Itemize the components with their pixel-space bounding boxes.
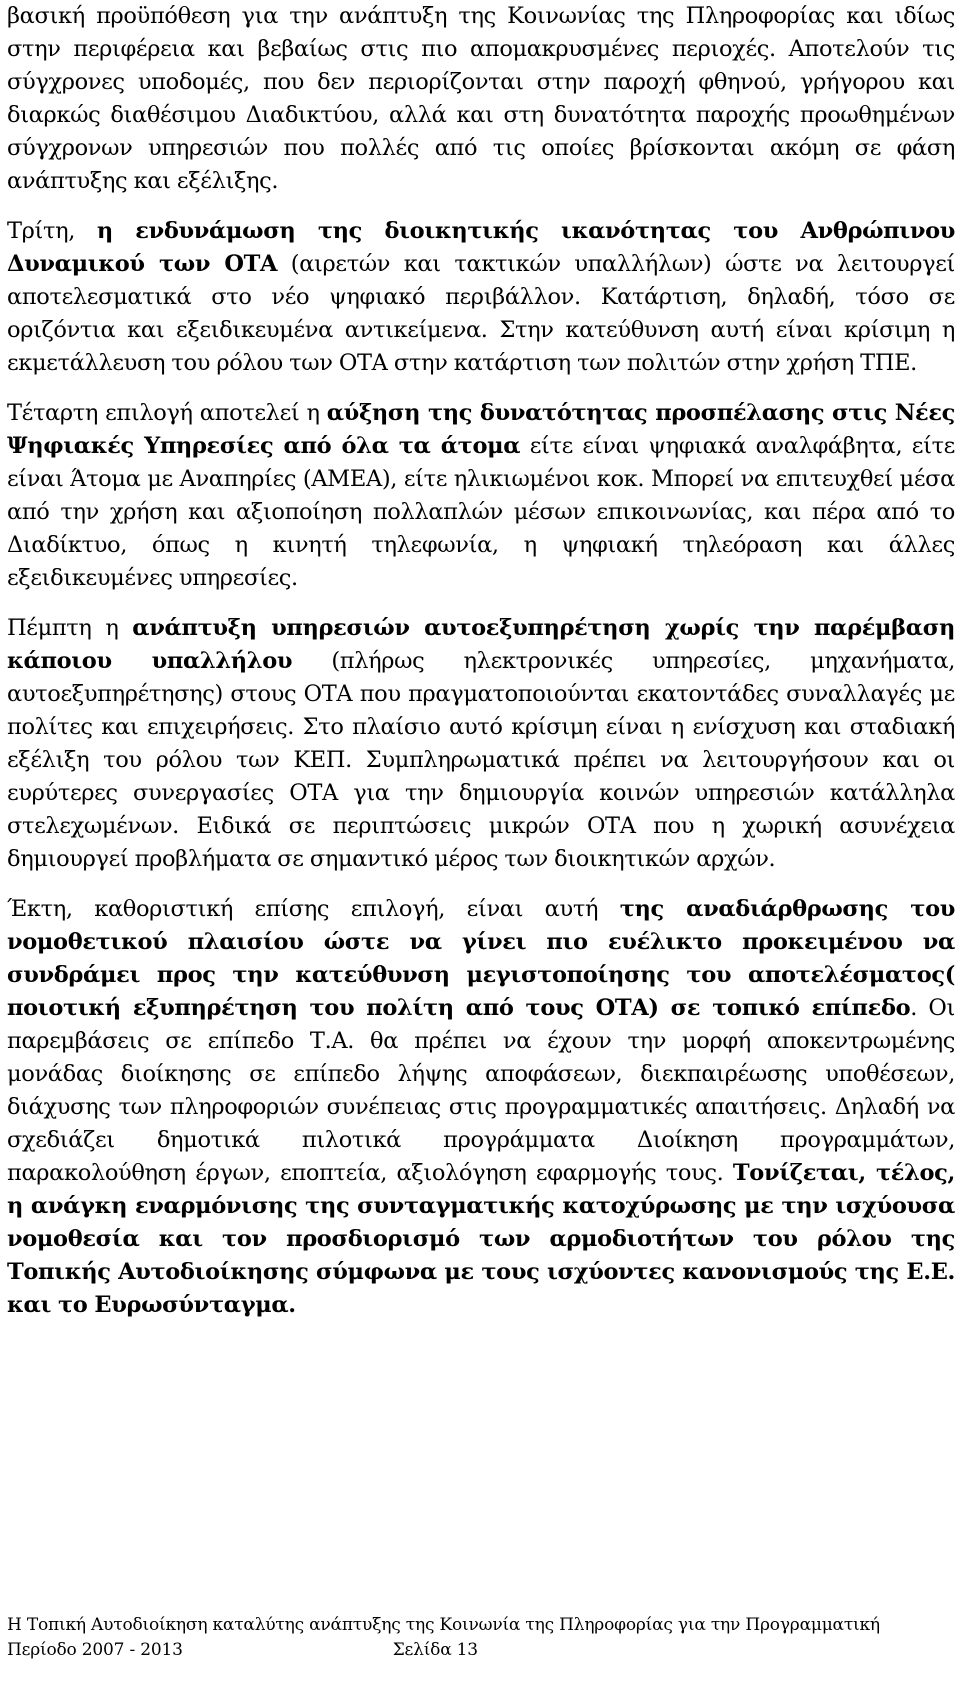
- bold-text-run: ανάπτυξη υπηρεσιών αυτοεξυπηρέτηση χωρίς την παρέμβαση κάποιου υπαλλήλου: [7, 615, 955, 674]
- text-run: (αιρετών και τακτικών υπαλλήλων) ώστε να λειτουργεί αποτελεσματικά στο νέο ψηφιακό περιβάλλον. Κατάρτιση, δηλαδή, τόσο σε οριζόντια και εξειδικευμένα αντικείμενα. Στην κατεύθυνση αυτή είναι κρίσιμη η εκμετάλλευση του ρόλου των ΟΤΑ στην κατάρτιση των πολιτών στην χρήση ΤΠΕ.: [7, 251, 955, 376]
- bold-text-run: της αναδιάρθρωσης του νομοθετικού πλαισίου ώστε να γίνει πιο ευέλικτο προκειμένου να συνδράμει προς την κατεύθυνση μεγιστοποίησης του αποτελέσματος( ποιοτική εξυπηρέτηση του πολίτη από τους ΟΤΑ) σε τοπικό επίπεδο: [7, 896, 955, 1021]
- paragraph-fifth-choice: [7, 612, 955, 876]
- bold-text-run: Τονίζεται, τέλος, η ανάγκη εναρμόνισης της συνταγματικής κατοχύρωσης με την ισχύουσα νομοθεσία και τον προσδιορισμό των αρμοδιοτήτων του ρόλου της Τοπικής Αυτοδιοίκησης σύμφωνα με τους ισχύοντες κανονισμούς της Ε.Ε. και το Ευρωσύνταγμα.: [7, 1160, 955, 1318]
- bold-text-run: η ενδυνάμωση της διοικητικής ικανότητας του Ανθρώπινου Δυναμικού των ΟΤΑ: [7, 218, 956, 277]
- paragraph-sixth-choice: [7, 893, 955, 1322]
- footer-title: Η Τοπική Αυτοδιοίκηση καταλύτης ανάπτυξης της Κοινωνία της Πληροφορίας για την Προγραμματική: [7, 1615, 880, 1635]
- paragraph-fourth-choice: [7, 397, 955, 595]
- text-run: Τρίτη,: [7, 218, 97, 244]
- page-number: Σελίδα 13: [392, 1640, 478, 1660]
- text-run: Έκτη, καθοριστική επίσης επιλογή, είναι αυτή: [7, 896, 620, 922]
- document-body: [7, 0, 955, 1322]
- footer-line-2: [7, 1638, 955, 1663]
- text-run: Πέμπτη η: [7, 615, 133, 641]
- text-run: είτε είναι ψηφιακά αναλφάβητα, είτε είναι Άτομα με Αναπηρίες (ΑΜΕΑ), είτε ηλικιωμένοι κοκ. Μπορεί να επιτευχθεί μέσα από την χρήση και αξιοποίηση πολλαπλών μέσων επικοινωνίας, και πέρα από το Διαδίκτυο, όπως η κινητή τηλεφωνία, η ψηφιακή τηλεόραση και άλλες εξειδικευμένες υπηρεσίες.: [7, 433, 955, 591]
- text-run: βασική προϋπόθεση για την ανάπτυξη της Κοινωνίας της Πληροφορίας και ιδίως στην περιφέρεια και βεβαίως στις πιο απομακρυσμένες περιοχές. Αποτελούν τις σύγχρονες υποδομές, που δεν περιορίζονται στην παροχή φθηνού, γρήγορου και διαρκώς διαθέσιμου Διαδικτύου, αλλά και στη δυνατότητα παροχής προωθημένων σύγχρονων υπηρεσιών που πολλές από τις οποίες βρίσκονται ακόμη σε φάση ανάπτυξης και εξέλιξης.: [7, 3, 955, 194]
- text-run: . Οι παρεμβάσεις σε επίπεδο Τ.Α. θα πρέπει να έχουν την μορφή αποκεντρωμένης μονάδας διοίκησης σε επίπεδο λήψης αποφάσεων, διεκπαιρέωσης υποθέσεων, διάχυσης των πληροφοριών συνέπειας στις προγραμματικές απαιτήσεις. Δηλαδή να σχεδιάζει δημοτικά πιλοτικά προγράμματα Διοίκηση προγραμμάτων, παρακολούθηση έργων, εποπτεία, αξιολόγηση εφαρμογής τους.: [7, 995, 955, 1186]
- text-run: (πλήρως ηλεκτρονικές υπηρεσίες, μηχανήματα, αυτοεξυπηρέτησης) στους ΟΤΑ που πραγματοποιούνται εκατοντάδες συναλλαγές με πολίτες και επιχειρήσεις. Στο πλαίσιο αυτό κρίσιμη είναι η ενίσχυση και σταδιακή εξέλιξη του ρόλου των ΚΕΠ. Συμπληρωματικά πρέπει να λειτουργήσουν και οι ευρύτερες συνεργασίες ΟΤΑ για την δημιουργία κοινών υπηρεσιών κατάλληλα στελεχωμένων. Ειδικά σε περιπτώσεις μικρών ΟΤΑ που η χωρική ασυνέχεια δημιουργεί προβλήματα σε σημαντικό μέρος των διοικητικών αρχών.: [7, 648, 955, 872]
- footer-period: Περίοδο 2007 - 2013: [7, 1640, 183, 1660]
- page-footer: [7, 1613, 955, 1663]
- paragraph-infrastructure: [7, 0, 955, 198]
- text-run: Τέταρτη επιλογή αποτελεί η: [7, 400, 327, 426]
- paragraph-third-choice: [7, 215, 955, 380]
- bold-text-run: αύξηση της δυνατότητας προσπέλασης στις Νέες Ψηφιακές Υπηρεσίες από όλα τα άτομα: [7, 400, 955, 459]
